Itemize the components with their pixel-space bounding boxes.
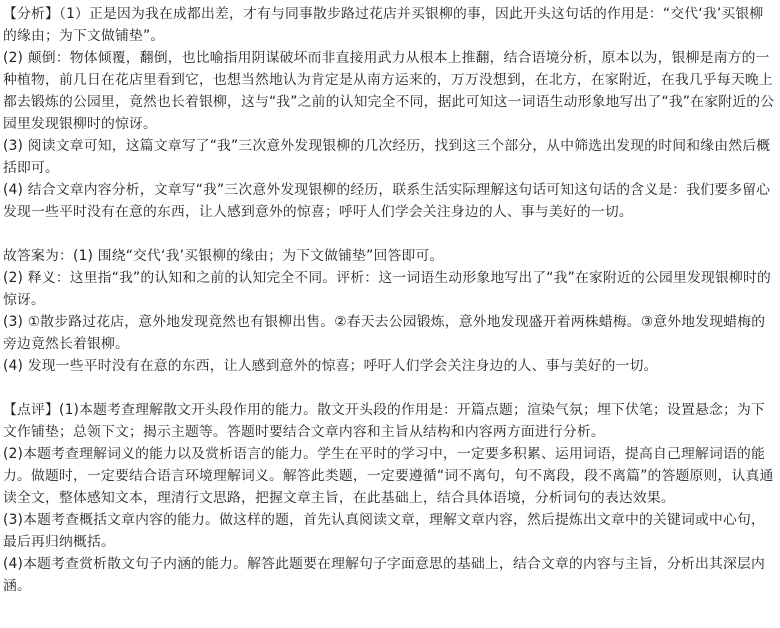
answer-paragraph-1: 故答案为：(1) 围绕“交代‘我’买银柳的缘由；为下文做铺垫”回答即可。	[3, 248, 444, 264]
comment-paragraph-2: (2)本题考查理解词义的能力以及赏析语言的能力。学生在平时的学习中，一定要多积累、运用词语，提高自己理解词语的能力。做题时，一定要结合语言环境理解词义。解答此类题，一定要遵循“词不离句，句不离段，段不离篇”的答题原则，认真通读全文，整体感知文本，理清行文思路，把握文章主旨，在此基础上，结合具体语境，分析词句的表达效果。	[3, 446, 774, 506]
analysis-paragraph-2: (2) 颠倒：物体倾覆，翻倒，也比喻指用阴谋破坏而非直接用武力从根本上推翻，结合语境分析，原本以为，银柳是南方的一种植物，前几日在花店里看到它，也想当然地认为肯定是从南方运来的，万万没想到，在北方，在家附近，在我几乎每天晚上都去锻炼的公园里，竟然也长着银柳，这与“我”之前的认知完全不同，据此可知这一词语生动形象地写出了“我”在家附近的公园里发现银柳时的惊讶。	[3, 50, 775, 132]
analysis-paragraph-3: (3) 阅读文章可知，这篇文章写了“我”三次意外发现银柳的几次经历，找到这三个部分，从中筛选出发现的时间和缘由然后概括即可。	[3, 138, 771, 176]
comment-paragraph-1: 【点评】(1)本题考查理解散文开头段作用的能力。散文开头段的作用是：开篇点题；渲染气氛；埋下伏笔；设置悬念；为下文作铺垫；总领下文；揭示主题等。答题时要结合文章内容和主旨从结构和内容两方面进行分析。	[3, 402, 765, 440]
analysis-section	[3, 3, 776, 223]
comment-paragraph-4: (4)本题考查赏析散文句子内涵的能力。解答此题要在理解句子字面意思的基础上，结合文章的内容与主旨，分析出其深层内涵。	[3, 556, 765, 594]
comment-paragraph-3: (3)本题考查概括文章内容的能力。做这样的题，首先认真阅读文章，理解文章内容，然后提炼出文章中的关键词或中心句，最后再归纳概括。	[3, 512, 765, 550]
section-spacer	[3, 377, 776, 399]
analysis-paragraph-4: (4) 结合文章内容分析，文章写“我”三次意外发现银柳的经历，联系生活实际理解这句话可知这句话的含义是：我们要多留心发现一些平时没有在意的东西，让人感到意外的惊喜；呼吁人们学会关注身边的人、事与美好的一切。	[3, 182, 771, 220]
comment-section	[3, 399, 776, 597]
answer-paragraph-2: (2) 释义：这里指“我”的认知和之前的认知完全不同。评析：这一词语生动形象地写出了“我”在家附近的公园里发现银柳时的惊讶。	[3, 270, 771, 308]
analysis-paragraph-1: 【分析】（1）正是因为我在成都出差，才有与同事散步路过花店并买银柳的事，因此开头这句话的作用是：“交代‘我’买银柳的缘由；为下文做铺垫”。	[3, 6, 764, 44]
answer-paragraph-4: (4) 发现一些平时没有在意的东西，让人感到意外的惊喜；呼吁人们学会关注身边的人、事与美好的一切。	[3, 358, 658, 374]
section-spacer	[3, 223, 776, 245]
answer-paragraph-3: (3) ①散步路过花店，意外地发现竟然也有银柳出售。②春天去公园锻炼，意外地发现盛开着两株蜡梅。③意外地发现蜡梅的旁边竟然长着银柳。	[3, 314, 766, 352]
answer-section	[3, 245, 776, 377]
